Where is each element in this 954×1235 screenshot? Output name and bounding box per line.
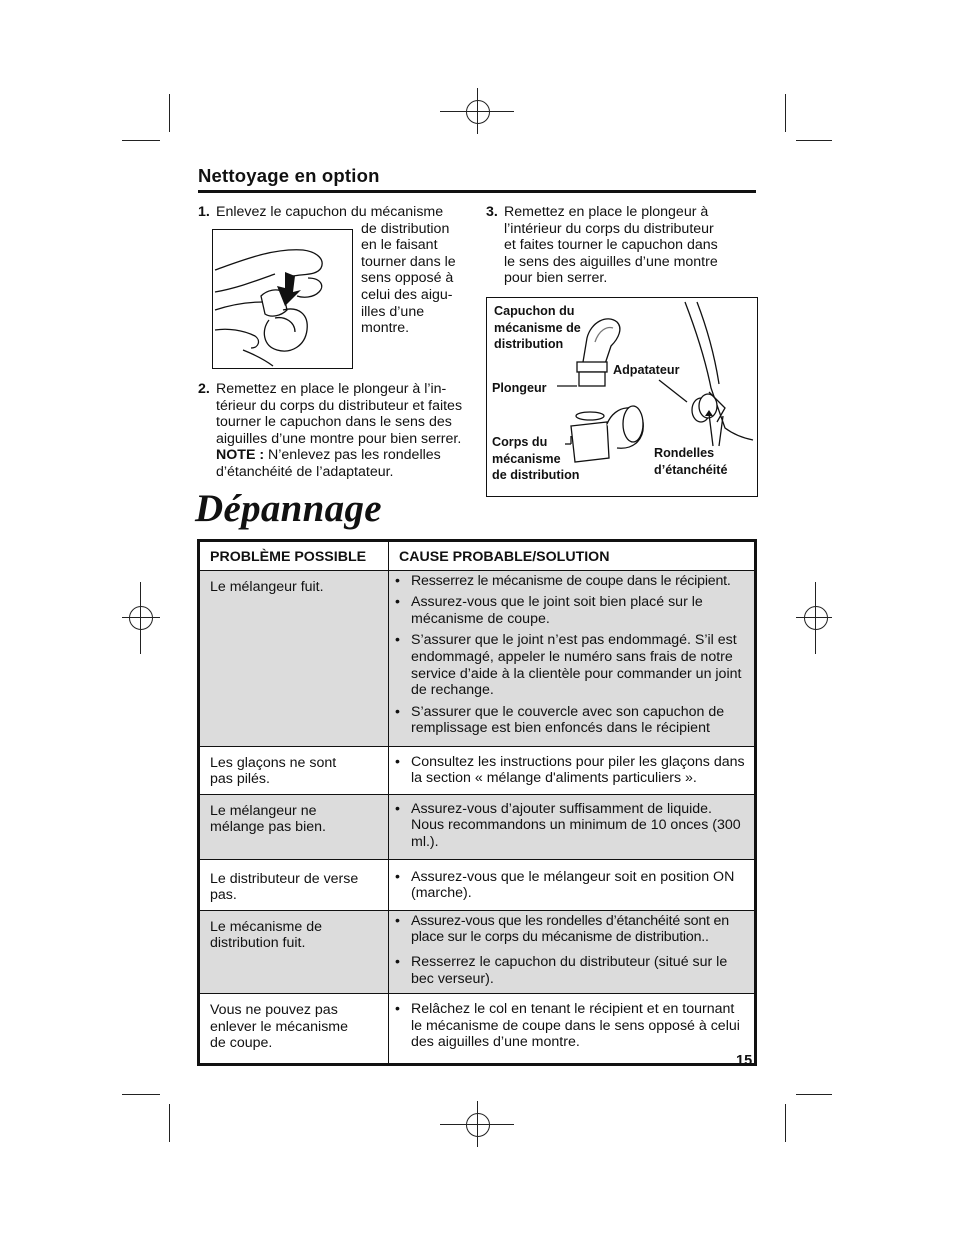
step-text: aiguilles d’une montre pour bien serrer. [216,430,462,447]
note-label: NOTE : [216,447,265,464]
page-number: 15 [736,1053,753,1069]
crop-mark [169,94,170,132]
section-title: Nettoyage en option [198,165,380,186]
step-text: montre. [361,320,410,337]
crop-mark [785,94,786,132]
step-number: 2. [198,381,210,397]
solution-cell [389,746,756,794]
dispenser-parts-diagram [486,297,758,497]
solution-item: • Consultez les instructions pour piler les glaçons dans la section « mélange d'aliments particuliers ». [393,754,748,787]
table-header-row [199,541,756,571]
solution-item: • S’assurer que le couvercle avec son capuchon de remplissage est bien enfoncés dans le récipient [393,704,748,737]
table-row [199,859,756,910]
solution-item: • Resserrez le mécanisme de coupe dans le récipient. [393,573,748,590]
problem-column-header: PROBLÈME POSSIBLE [199,541,389,571]
solution-item: • Relâchez le col en tenant le récipient et en tournant le mécanisme de coupe dans le sens opposé à celui des aiguilles d’une montre. [393,1001,748,1051]
table-row [199,746,756,794]
troubleshooting-title: Dépannage [195,487,382,530]
step-text: tourner le capuchon dans le sens des [216,414,452,431]
table-row [199,794,756,859]
solution-column-header: CAUSE PROBABLE/SOLUTION [389,541,756,571]
step-number: 3. [486,204,498,220]
step-text: térieur du corps du distributeur et faites [216,397,463,414]
adapter-label: Adpatateur [613,363,680,377]
problem-cell: Le mécanisme de distribution fuit. [199,910,389,993]
step-text: tourner dans le [361,253,456,270]
solution-cell [389,994,756,1065]
solution-item: • Assurez-vous d’ajouter suffisamment de liquide. Nous recommandons un minimum de 10 onces (300 ml.). [393,801,748,851]
step-text: Enlevez le capuchon du mécanisme [216,204,444,220]
step-text: illes d’une [361,303,425,320]
crop-mark [796,140,832,141]
step-text: l’intérieur du corps du distributeur [504,220,714,237]
note-text: d’étanchéité de l’adaptateur. [216,463,394,480]
cap-removal-illustration [212,229,353,369]
body-label: Corps du mécanisme de distribution [492,435,580,483]
step-number: 1. [198,204,210,220]
crop-mark [785,1104,786,1142]
table-row [199,570,756,746]
plunger-label: Plongeur [492,381,547,395]
problem-cell: Le distributeur de verse pas. [199,859,389,910]
table-row [199,994,756,1065]
step-text: Remettez en place le plongeur à [504,204,709,220]
hand-illustration [213,230,352,368]
crop-mark [796,1094,832,1095]
solution-cell [389,794,756,859]
step-text: en le faisant [361,237,438,254]
note-text: N’enlevez pas les rondelles [264,447,441,464]
step-2 [198,381,478,483]
crop-mark [122,1094,160,1095]
solution-item: • Assurez-vous que le joint soit bien placé sur le mécanisme de coupe. [393,594,748,627]
solution-cell [389,859,756,910]
problem-cell: Vous ne pouvez pas enlever le mécanisme de coupe. [199,994,389,1065]
solution-item: • S’assurer que le joint n’est pas endommagé. S’il est endommagé, appeler le numéro sans frais de notre service d’aide à la clientèle pour commander un joint de rechange. [393,632,748,698]
solution-item: • Assurez-vous que le mélangeur soit en position ON (marche). [393,869,748,902]
solution-cell [389,910,756,993]
step-text: de distribution [361,220,450,237]
step-text: celui des aigu- [361,286,453,303]
problem-cell: Le mélangeur ne mélange pas bien. [199,794,389,859]
step-text: pour bien serrer. [504,270,608,287]
problem-cell: Le mélangeur fuit. [199,570,389,746]
step-text: sens opposé à [361,270,454,287]
troubleshooting-table [197,539,757,1066]
step-text: le sens des aiguilles d’une montre [504,253,718,270]
solution-item: • Resserrez le capuchon du distributeur (situé sur le bec verseur). [393,954,748,987]
crop-mark [169,1104,170,1142]
problem-cell: Les glaçons ne sont pas pilés. [199,746,389,794]
seals-label: Rondelles d’étanchéité [654,446,728,477]
step-text: Remettez en place le plongeur à l’in- [216,381,447,397]
section-rule [198,190,756,193]
cap-label: Capuchon du mécanisme de distribution [494,304,581,352]
solution-item: • Assurez-vous que les rondelles d’étanchéité sont en place sur le corps du mécanisme de distribution.. [393,913,748,946]
step-text: et faites tourner le capuchon dans [504,237,718,254]
crop-mark [122,140,160,141]
table-row [199,910,756,993]
solution-cell [389,570,756,746]
step-3 [486,204,756,290]
